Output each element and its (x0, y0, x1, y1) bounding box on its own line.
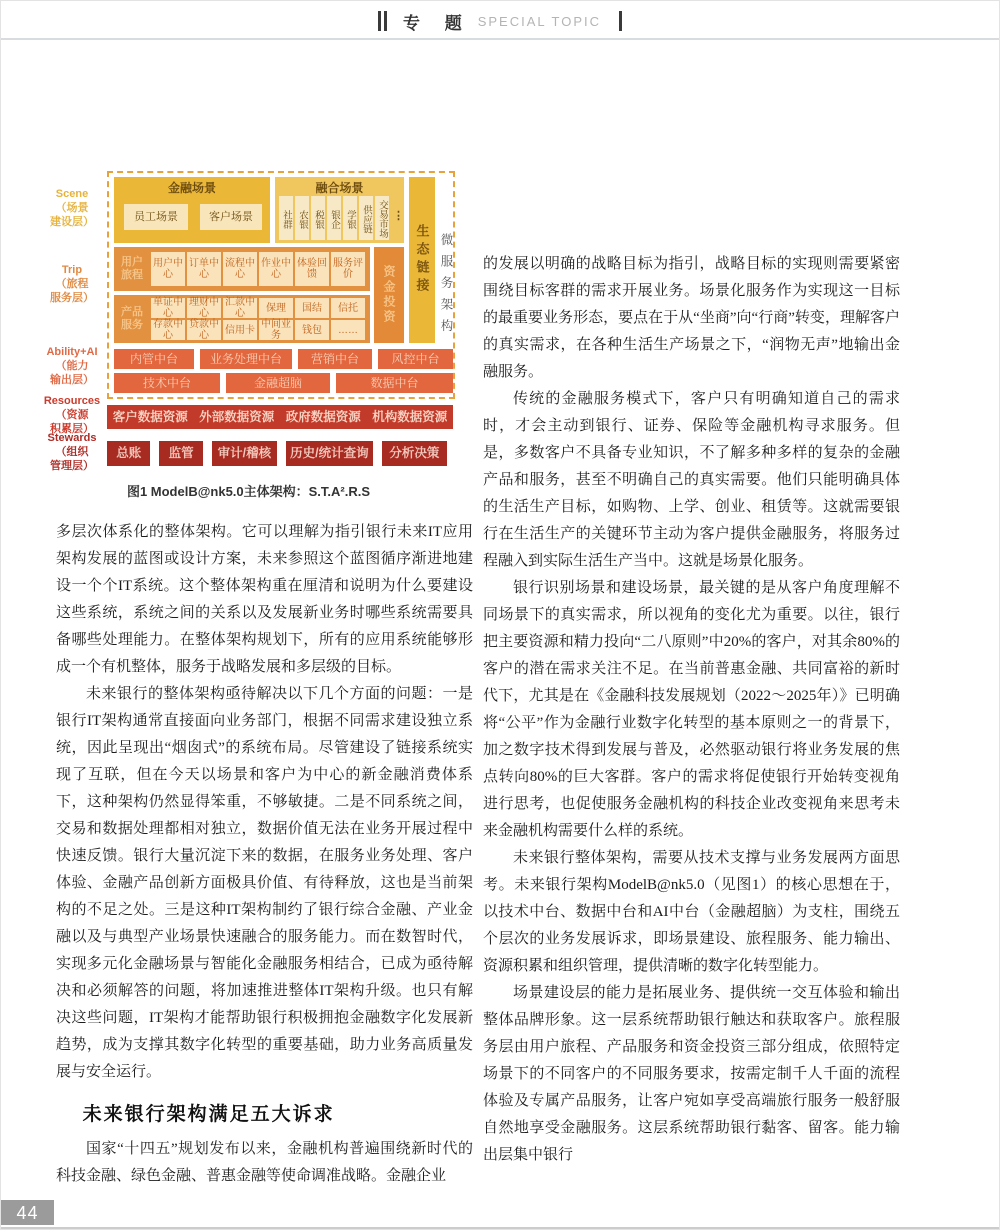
layer-label-stewards (37, 431, 107, 473)
body-paragraph: 国家“十四五”规划发布以来，金融机构普遍围绕新时代的科技金融、绿色金融、普惠金融等使命调准战略。金融企业 (56, 1141, 473, 1184)
layer-label-line: 建设层） (50, 216, 94, 228)
layer-label-ability (37, 345, 107, 387)
body-paragraph: 未来银行整体架构，需要从技术支撑与业务发展两方面思考。未来银行架构ModelB@nk5.0（见图1）的核心思想在于，以技术中台、数据中台和AI中台（金融超脑）为支柱，围绕五个层次的业务发展诉求，即场景建设、旅程服务、能力输出、资源积累和组织管理，提供清晰的数字化转型能力。 (483, 850, 900, 974)
product-box: 信托 (331, 298, 365, 318)
left-text-column (56, 519, 473, 1190)
body-paragraph: 的发展以明确的战略目标为指引，战略目标的实现则需要紧密围绕目标客群的需求开展业务。场景化服务作为实现这一目标的最重要业务形态，要点在于从“坐商”向“行商”转变，理解客户的真实需求，在各种生活生产场景之下，“润物无声”地输出金融服务。 (483, 256, 900, 380)
body-paragraph: 场景建设层的能力是拓展业务、提供统一交互体验和输出整体品牌形象。这一层系统帮助银行触达和获取客户。旅程服务层由用户旅程、产品服务和资金投资三部分组成，依照特定场景下的不同客户的不同服务要求，按需定制千人千面的流程体验及专属产品服务，让客户宛如享受高端旅行服务一般舒服自然地享受金融服务。这层系统帮助银行黏客、留客。能力输出层集中银行 (483, 985, 900, 1163)
product-box: 国结 (295, 298, 329, 318)
stewards-row (107, 441, 447, 466)
finance-scene-box (114, 177, 270, 243)
resource-item: 外部数据资源 (199, 409, 275, 424)
scene-sub-box: 客户场景 (200, 204, 262, 230)
product-box: 单证中心 (153, 297, 183, 319)
resource-item: 政府数据资源 (285, 409, 361, 424)
right-text-column (483, 251, 900, 1169)
fusion-column: 供应链 (359, 196, 373, 240)
page-number-badge: 44 (1, 1200, 54, 1225)
product-box: 理财中心 (189, 297, 219, 319)
body-paragraph: 未来银行的整体架构亟待解决以下几个方面的问题：一是银行IT架构通常直接面向业务部门，根据不同需求建设独立系统，因此呈现出“烟囱式”的系统布局。尽管建设了链接系统实现了互联，但在今天以场景和客户为中心的新金融消费体系下，这种架构仍然显得笨重，不够敏捷。二是不同系统之间，交易和数据处理都相对独立，数据价值无法在业务开展过程中快速反馈。银行大量沉淀下来的数据，在服务业务处理、客户体验、金融产品创新方面极具价值、有待释放，这也是当前架构的不足之处。三是这种IT架构制约了银行综合金融、产业金融以及与典型产业场景快速融合的服务能力。而在数智时代，实现多元化金融场景与智能化金融服务相结合，已成为亟待解决和必须解答的问题，将加速推进整体IT架构升级。也只有解决这些问题，IT架构才能帮助银行积极拥抱金融数字化发展新趋势，成为支撑其数字化转型的重要基础，助力业务高质量发展与安全运行。 (56, 686, 473, 1080)
body-paragraph: 多层次体系化的整体架构。它可以理解为指引银行未来IT应用架构发展的蓝图或设计方案，未来参照这个蓝图循序渐进地建设一个个IT系统。这个整体架构重在厘清和说明为什么要建设这些系统，系统之间的关系以及发展新业务时哪些系统需要具备哪些处理能力。在整体架构规划下，所有的应用系统能够形成一个有机整体，服务于战略发展和多层级的目标。 (56, 524, 473, 675)
header-double-bar-icon (378, 11, 381, 31)
ability-box: 业务处理中台 (200, 349, 292, 369)
product-box: 钱包 (295, 320, 329, 340)
ability-box: 营销中台 (298, 349, 372, 369)
figure-caption: 图1 ModelB@nk5.0主体架构：S.T.A².R.S (126, 484, 371, 499)
page-header (1, 7, 999, 35)
fusion-column: 税银 (311, 196, 325, 240)
product-service-label: 产品服务 (121, 306, 143, 331)
product-box: 存款中心 (153, 319, 183, 341)
fusion-column: 农银 (295, 196, 309, 240)
fusion-more-ellipsis: ⋮ (393, 210, 404, 222)
layer-label-line: （能力 (55, 360, 89, 372)
scene-sub-box: 员工场景 (124, 204, 188, 230)
product-box: 中间业务 (261, 319, 291, 341)
header-divider (1, 38, 999, 40)
resource-item: 客户数据资源 (112, 409, 188, 424)
layer-label-line: Trip (61, 264, 83, 276)
header-double-bar-icon (384, 11, 387, 31)
eco-link-box: 生态链接 (409, 177, 435, 343)
layer-label-scene (37, 187, 107, 229)
product-box: 汇款中心 (225, 297, 255, 319)
steward-box: 历史/统计查询 (286, 441, 373, 466)
journey-box: 流程中心 (223, 252, 257, 286)
product-service-block (114, 295, 370, 343)
steward-box: 审计/稽核 (212, 441, 277, 466)
layer-label-line: Scene (55, 188, 89, 200)
fusion-column: 交易市场 (375, 196, 389, 240)
journey-box: 订单中心 (187, 252, 221, 286)
product-box: 贷款中心 (189, 319, 219, 341)
fusion-column: 社群 (279, 196, 293, 240)
user-journey-label: 用户旅程 (121, 256, 143, 281)
layer-label-line: 积累层） (50, 423, 94, 435)
journey-box: 服务评价 (331, 252, 365, 286)
body-paragraph: 传统的金融服务模式下，客户只有明确知道自己的需求时，才会主动到银行、证券、保险等金融机构寻求服务。但是，多数客户不具备专业知识，不了解多种多样的复杂的金融产品和服务，甚至不明确自己的真实需要。他们只能明确具体的生活生产目标，如购物、上学、创业、租赁等。这就需要银行在生活生产的关键环节主动为客户提供金融服务，将服务过程融入到实际生活生产当中。这就是场景化服务。 (483, 391, 900, 569)
layer-label-resources (37, 394, 107, 436)
fund-investment-box: 资金投资 (374, 247, 404, 343)
layer-label-line: 服务层） (50, 292, 94, 304)
steward-box: 总账 (107, 441, 150, 466)
layer-label-trip (37, 263, 107, 305)
fusion-column: 学银 (343, 196, 357, 240)
microservice-architecture-label: 微服务架构 (439, 233, 453, 341)
ability-box: 数据中台 (336, 373, 453, 393)
user-journey-block (114, 247, 370, 291)
fusion-scene-box (275, 177, 404, 243)
ability-box: 内管中台 (114, 349, 194, 369)
journey-box: 体验回馈 (295, 252, 329, 286)
ability-box: 风控中台 (378, 349, 453, 369)
ability-box: 金融超脑 (226, 373, 330, 393)
header-title-cn: 专 题 (402, 13, 472, 33)
layer-label-line: 输出层） (50, 374, 94, 386)
layer-label-line: Resources (43, 395, 101, 407)
section-heading: 未来银行架构满足五大诉求 (82, 1104, 335, 1125)
product-box: …… (331, 320, 365, 340)
resources-bar (107, 405, 453, 429)
layer-label-line: （旅程 (55, 278, 89, 290)
layer-label-line: （资源 (55, 409, 89, 421)
steward-box: 分析决策 (382, 441, 447, 466)
layer-label-line: 管理层） (50, 460, 94, 472)
journey-box: 作业中心 (259, 252, 293, 286)
resource-item: 机构数据资源 (372, 409, 448, 424)
fusion-scene-title: 融合场景 (315, 181, 364, 195)
product-box: 信用卡 (223, 320, 257, 340)
product-box: 保理 (259, 298, 293, 318)
header-single-bar-icon (619, 11, 622, 31)
ability-box: 技术中台 (114, 373, 220, 393)
steward-box: 监管 (159, 441, 202, 466)
header-title-en: SPECIAL TOPIC (477, 13, 602, 29)
body-paragraph: 银行识别场景和建设场景，最关键的是从客户角度理解不同场景下的真实需求，所以视角的变化尤为重要。以往，银行把主要资源和精力投向“二八原则”中20%的客户，对其余80%的客户的潜在需求关注不足。在当前普惠金融、共同富裕的新时代下，尤其是在《金融科技发展规划（2022～2025年）》已明确将“公平”作为金融行业数字化转型的基本原则之一的背景下，加之数字技术得到发展与普及，必然驱动银行将业务发展的焦点转向80%的巨大客群。客户的需求将促使银行开始转变视角进行思考，也促使服务金融机构的科技企业改变视角来思考未来金融机构需要什么样的系统。 (483, 580, 900, 839)
layer-label-line: （场景 (55, 202, 89, 214)
layer-label-line: （组织 (55, 446, 89, 458)
journey-box: 用户中心 (151, 252, 185, 286)
fusion-column: 银企 (327, 196, 341, 240)
layer-label-line: Stewards (47, 432, 97, 444)
finance-scene-title: 金融场景 (167, 181, 216, 195)
layer-label-line: Ability+AI (46, 346, 98, 358)
